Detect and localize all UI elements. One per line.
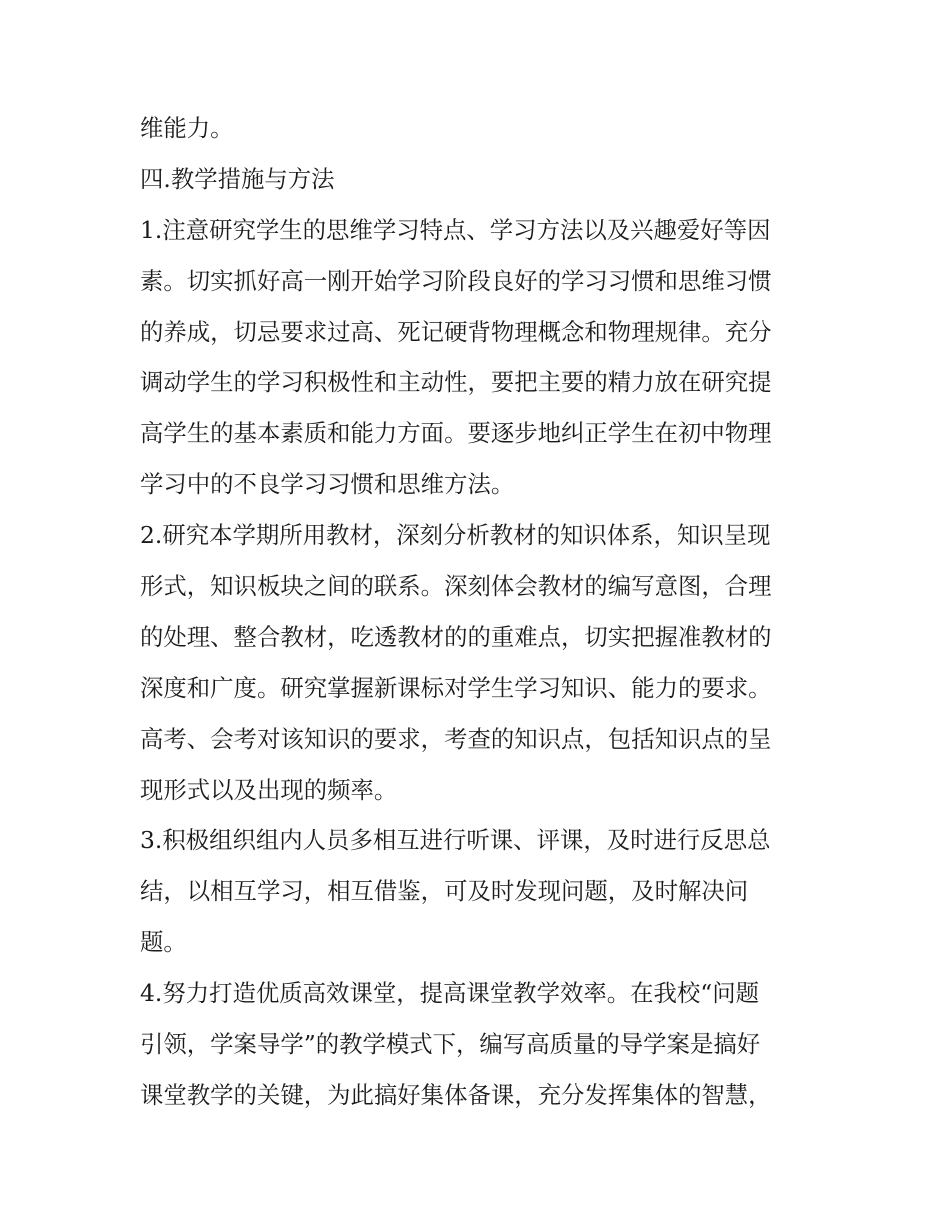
text-line: 维能力。: [140, 114, 234, 142]
text-line: 课堂教学的关键，为此搞好集体备课，充分发挥集体的智慧，: [140, 1080, 772, 1109]
text-line: 1.注意研究学生的思维学习特点、学习方法以及兴趣爱好等因: [140, 215, 771, 244]
text-line: 3.积极组织组内人员多相互进行听课、评课，及时进行反思总: [140, 826, 771, 855]
text-line: 的养成，切忌要求过高、死记硬背物理概念和物理规律。充分: [140, 317, 772, 346]
text-line: 学习中的不良学习习惯和思维方法。: [140, 470, 515, 499]
text-line: 调动学生的学习积极性和主动性，要把主要的精力放在研究提: [140, 368, 772, 397]
text-line: 题。: [140, 928, 187, 957]
text-line: 高考、会考对该知识的要求，考查的知识点，包括知识点的呈: [140, 724, 772, 753]
text-line: 现形式以及出现的频率。: [140, 775, 398, 804]
text-line: 素。切实抓好高一刚开始学习阶段良好的学习习惯和思维习惯: [140, 266, 772, 295]
text-line: 2.研究本学期所用教材，深刻分析教材的知识体系，知识呈现: [140, 521, 771, 550]
text-line: 形式，知识板块之间的联系。深刻体会教材的编写意图，合理: [140, 572, 772, 601]
text-line: 的处理、整合教材，吃透教材的的重难点，切实把握准教材的: [140, 622, 772, 651]
text-line: 高学生的基本素质和能力方面。要逐步地纠正学生在初中物理: [140, 419, 772, 448]
text-line: 4.努力打造优质高效课堂，提高课堂教学效率。在我校“问题: [140, 979, 760, 1008]
section-heading: 四.教学措施与方法: [140, 164, 335, 193]
text-line: 结，以相互学习，相互借鉴，可及时发现问题，及时解决问: [140, 877, 749, 906]
text-line: 引领，学案导学”的教学模式下，编写高质量的导学案是搞好: [140, 1030, 761, 1059]
document-body: [140, 103, 830, 1121]
text-line: 深度和广度。研究掌握新课标对学生学习知识、能力的要求。: [140, 673, 772, 702]
